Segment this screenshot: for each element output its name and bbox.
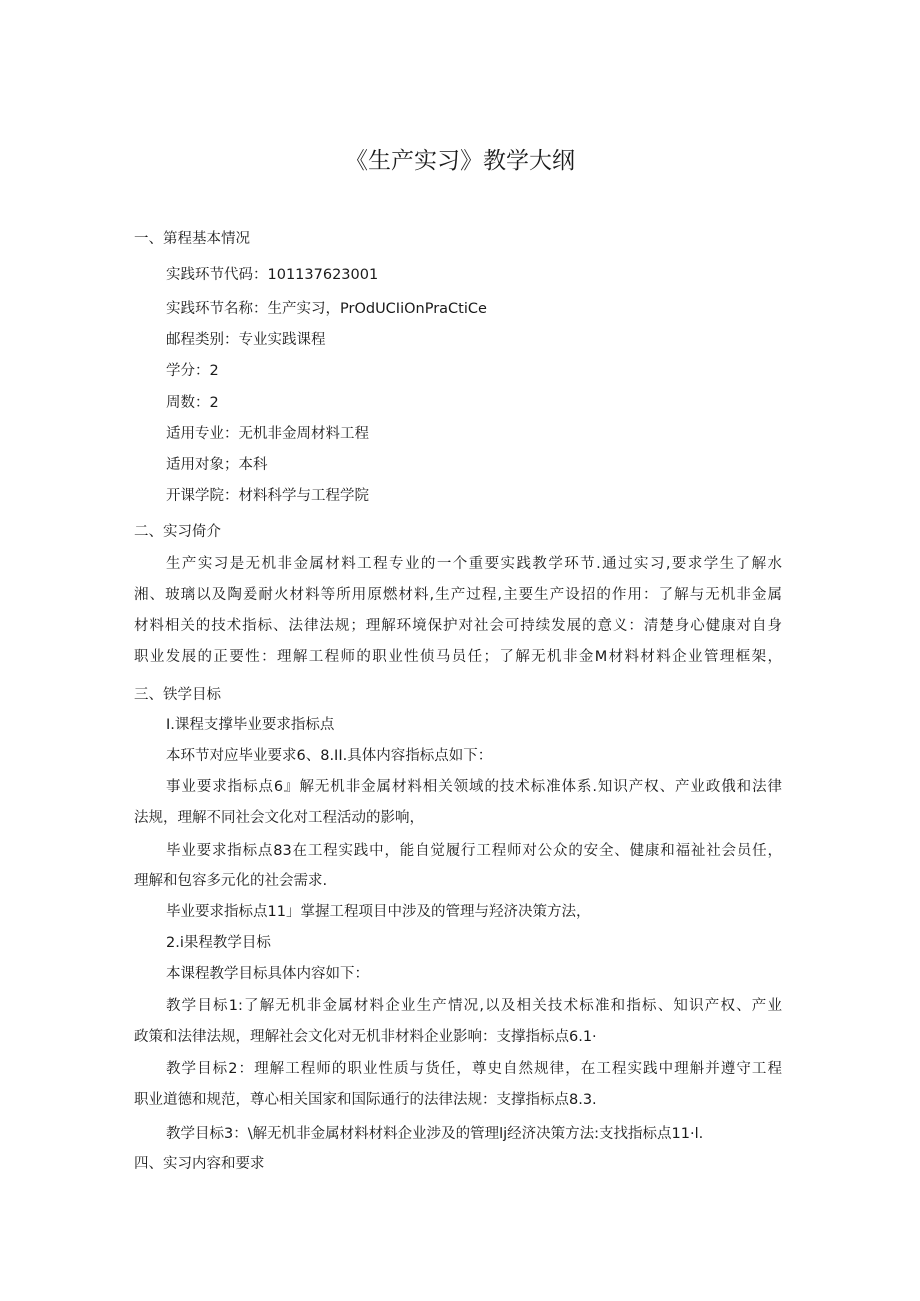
teaching-objectives-intro: 本课程教学目标具体内容如下： bbox=[166, 966, 369, 982]
requirement-8-line: 毕业要求指标点83在工程实践中，能自觉履行工程师对公众的安全、健康和福祉社会员任， bbox=[166, 843, 782, 859]
section-heading-basic-info: 一、第程基本情况 bbox=[134, 231, 250, 247]
requirement-6-line: 事业要求指标点6』解无机非金属材料相关领域的技术标准体系.知识产权、产业政俄和法律 bbox=[166, 779, 782, 795]
subheading-teaching-objectives: 2.i果程教学目标 bbox=[166, 935, 271, 951]
field-weeks: 周数：2 bbox=[166, 395, 219, 411]
field-practice-code: 实践环节代码：101137623001 bbox=[166, 267, 379, 283]
intro-line: 生产实习是无机非金属材料工程专业的一个重要实践教学环节.通过实习,要求学生了解水 bbox=[166, 556, 782, 572]
section-heading-introduction: 二、实习倚介 bbox=[134, 524, 221, 540]
field-credits: 学分：2 bbox=[166, 363, 219, 379]
requirement-11-line: 毕业要求指标点11」掌握工程项目中涉及的管理与羟济决策方法， bbox=[166, 904, 591, 920]
objective-2-line: 教学目标2：理解工程师的职业性质与货任，尊史自然规律，在工程实践中理斛并遵守工程 bbox=[166, 1061, 782, 1077]
subheading-graduation-requirements: I.课程支撑毕业要求指标点 bbox=[166, 717, 335, 733]
requirements-intro: 本环节对应毕业要求6、8.II.具体内容指标点如下： bbox=[166, 748, 493, 764]
field-audience: 适用对象；本科 bbox=[166, 457, 268, 473]
objective-1-line: 政策和法律法规，理解社会文化对无机非材料企业影响：支撑指标点6.1· bbox=[134, 1029, 597, 1045]
field-course-category: 邮程类别：专业实践课程 bbox=[166, 332, 326, 348]
field-college: 开课学院：材料科学与工程学院 bbox=[166, 488, 369, 504]
intro-line: 材料相关的技术指标、法律法规；理解环境保护对社会可持续发展的意义：清楚身心健康对自身 bbox=[134, 618, 782, 634]
objective-2-line: 职业道德和规范，尊心相关国家和国际通行的法律法规：支撑指标点8.3. bbox=[134, 1092, 597, 1108]
intro-line: 湘、玻璃以及陶爰耐火材料等所用原燃材料,生产过程,主要生产设招的作用：了解与无机非金属 bbox=[134, 587, 782, 603]
requirement-6-line: 法规，理解不同社会文化对工程活动的影响， bbox=[134, 810, 424, 826]
field-major: 适用专业：无机非金周材料工程 bbox=[166, 426, 369, 442]
requirement-8-line: 理解和包容多元化的社会需求. bbox=[134, 873, 328, 889]
objective-1-line: 教学目标1:了解无机非金属材料企业生产情况,以及相关技术标准和指标、知识产权、产业 bbox=[166, 998, 782, 1014]
document-title: 《生产实习》教学大纲 bbox=[345, 148, 575, 174]
objective-3-line: 教学目标3：\解无机非金属材料材料企业涉及的管理lj经济决策方法:支找指标点11·l. bbox=[166, 1126, 704, 1142]
section-heading-content-requirements: 四、实习内容和要求 bbox=[134, 1156, 265, 1172]
intro-line: 职业发展的正要性：理解工程师的职业性侦马员任；了解无机非金M材料材料企业管理框架， bbox=[134, 649, 782, 665]
section-heading-objectives: 三、铁学目标 bbox=[134, 687, 221, 703]
field-practice-name: 实践环节名称：生产实习，PrOdUCIiOnPraCtiCe bbox=[166, 301, 487, 317]
